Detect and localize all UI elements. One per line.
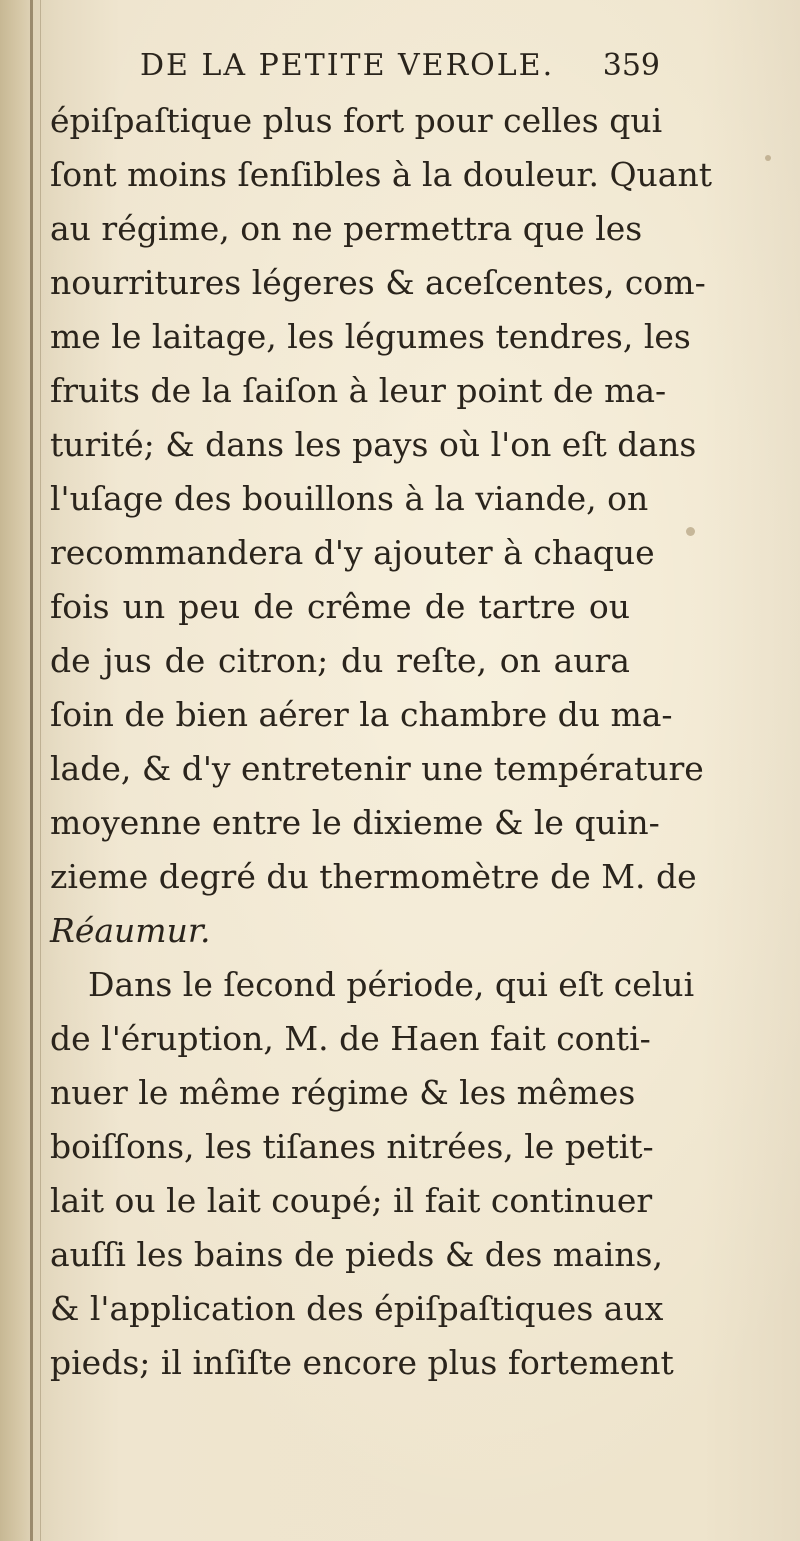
text-line: fois un peu de crême de tartre ou [50,587,630,626]
text-line: fruits de la ſaiſon à leur point de ma- [50,371,667,410]
text-line: nuer le même régime & les mêmes [50,1073,636,1112]
text-line-author: Réaumur. [50,911,211,950]
paragraph-start-line: Dans le ſecond période, qui eſt celui [88,965,695,1004]
text-line: turité; & dans les pays où l'on eſt dans [50,425,697,464]
text-line: auſſi les bains de pieds & des mains, [50,1235,663,1274]
text-line: moyenne entre le dixieme & le quin- [50,803,660,842]
body-text [50,94,712,1390]
binding-edge [30,0,33,1541]
text-line: nourritures légeres & aceſcentes, com- [50,263,706,302]
text-line: épiſpaſtique plus fort pour celles qui [50,101,663,140]
text-line: boiſſons, les tiſanes nitrées, le petit- [50,1127,654,1166]
binding-shadow [40,0,41,1541]
text-line: me le laitage, les légumes tendres, les [50,317,691,356]
text-line: de l'éruption, M. de Haen fait conti- [50,1019,651,1058]
text-line: lade, & d'y entretenir une température [50,749,704,788]
ink-spot [765,155,771,161]
text-line: lait ou le lait coupé; il fait continuer [50,1181,653,1220]
text-line: au régime, on ne permettra que les [50,209,643,248]
running-head [140,48,660,92]
text-line: zieme degré du thermomètre de M. de [50,857,697,896]
ink-spot [686,527,695,536]
running-title: DE LA PETITE VEROLE. [140,48,555,83]
page-gutter [0,0,44,1541]
text-line: ſont moins ſenſibles à la douleur. Quant [50,155,712,194]
page-number: 359 [602,48,660,83]
text-line: pieds; il inſiſte encore plus fortement [50,1343,674,1382]
text-line: & l'application des épiſpaſtiques aux [50,1289,664,1328]
text-line: l'uſage des bouillons à la viande, on [50,479,649,518]
text-line: ſoin de bien aérer la chambre du ma- [50,695,673,734]
text-line: recommandera d'y ajouter à chaque [50,533,655,572]
text-line: de jus de citron; du reſte, on aura [50,641,630,680]
